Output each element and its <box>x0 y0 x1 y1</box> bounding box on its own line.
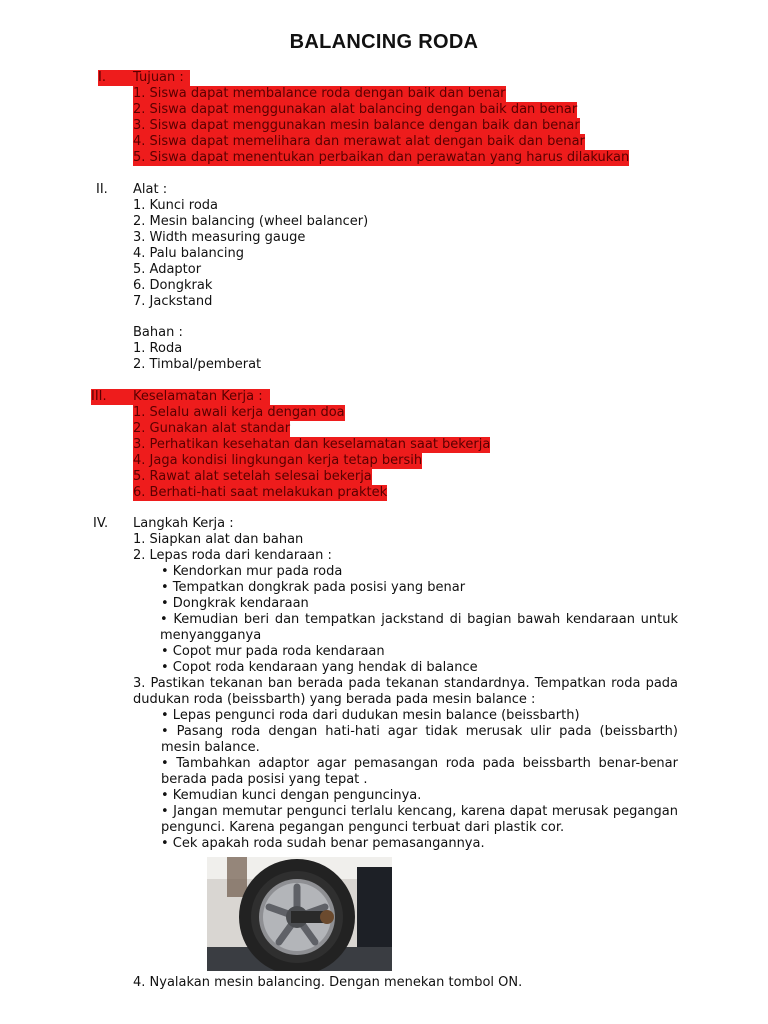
tujuan-item: 3. Siswa dapat menggunakan mesin balance dengan baik dan benar <box>133 118 580 133</box>
alat-item: 6. Dongkrak <box>133 278 213 293</box>
langkah-step: 1. Siapkan alat dan bahan <box>133 532 304 547</box>
langkah-bullet: • Kemudian beri dan tempatkan jackstand di bagian bawah kendaraan untuk menyangganya <box>160 612 678 643</box>
langkah-bullet: • Cek apakah roda sudah benar pemasangannya. <box>161 836 485 851</box>
langkah-bullet: • Lepas pengunci roda dari dudukan mesin balance (beissbarth) <box>161 708 580 723</box>
section-numeral-tujuan: I. <box>98 70 133 86</box>
keselamatan-item: 5. Rawat alat setelah selesai bekerja <box>133 469 372 484</box>
langkah-bullet: • Kendorkan mur pada roda <box>161 564 343 579</box>
bahan-item: 1. Roda <box>133 341 183 356</box>
section-heading-tujuan: Tujuan : <box>133 70 190 86</box>
section-numeral-keselamatan: III. <box>91 389 133 405</box>
keselamatan-item: 2. Gunakan alat standar <box>133 421 291 436</box>
keselamatan-item: 3. Perhatikan kesehatan dan keselamatan saat bekerja <box>133 437 491 452</box>
wheel-balancer-photo <box>207 857 392 971</box>
section-heading-alat: Alat : <box>133 182 168 197</box>
section-numeral-langkah: IV. <box>93 516 109 531</box>
keselamatan-item: 6. Berhati-hati saat melakukan praktek <box>133 485 388 500</box>
langkah-step: 2. Lepas roda dari kendaraan : <box>133 548 332 563</box>
bahan-item: 2. Timbal/pemberat <box>133 357 262 372</box>
tujuan-item: 1. Siswa dapat membalance roda dengan baik dan benar <box>133 86 506 101</box>
alat-item: 1. Kunci roda <box>133 198 219 213</box>
langkah-bullet: • Tempatkan dongkrak pada posisi yang benar <box>161 580 466 595</box>
section-numeral-alat: II. <box>96 182 108 197</box>
langkah-step: 4. Nyalakan mesin balancing. Dengan menekan tombol ON. <box>133 975 523 990</box>
alat-item: 4. Palu balancing <box>133 246 245 261</box>
alat-item: 3. Width measuring gauge <box>133 230 306 245</box>
langkah-bullet: • Copot mur pada roda kendaraan <box>161 644 385 659</box>
langkah-bullet: • Kemudian kunci dengan penguncinya. <box>161 788 422 803</box>
langkah-bullet: • Jangan memutar pengunci terlalu kencang, karena dapat merusak pegangan pengunci. Karena pegangan pengunci terbuat dari plastik cor. <box>161 804 678 835</box>
langkah-step: 3. Pastikan tekanan ban berada pada tekanan standardnya. Tempatkan roda pada dudukan roda (beissbarth) yang berada pada mesin balance : <box>133 676 678 707</box>
keselamatan-item: 4. Jaga kondisi lingkungan kerja tetap bersih <box>133 453 423 468</box>
langkah-bullet: • Copot roda kendaraan yang hendak di balance <box>161 660 478 675</box>
tujuan-item: 4. Siswa dapat memelihara dan merawat alat dengan baik dan benar <box>133 134 585 149</box>
alat-item: 2. Mesin balancing (wheel balancer) <box>133 214 369 229</box>
langkah-bullet: • Dongkrak kendaraan <box>161 596 309 611</box>
tujuan-item: 2. Siswa dapat menggunakan alat balancing dengan baik dan benar <box>133 102 578 117</box>
tujuan-item: 5. Siswa dapat menentukan perbaikan dan perawatan yang harus dilakukan <box>133 150 630 165</box>
document-title: BALANCING RODA <box>289 31 479 53</box>
alat-item: 7. Jackstand <box>133 294 213 309</box>
alat-item: 5. Adaptor <box>133 262 202 277</box>
section-heading-keselamatan: Keselamatan Kerja : <box>133 389 270 405</box>
bahan-heading: Bahan : <box>133 325 183 340</box>
wheel-balancer-illustration <box>207 857 392 971</box>
keselamatan-item: 1. Selalu awali kerja dengan doa <box>133 405 345 420</box>
langkah-bullet: • Tambahkan adaptor agar pemasangan roda pada beissbarth benar-benar berada pada posisi yang tepat . <box>161 756 678 787</box>
section-heading-langkah: Langkah Kerja : <box>133 516 234 531</box>
langkah-bullet: • Pasang roda dengan hati-hati agar tidak merusak ulir pada (beissbarth) mesin balance. <box>161 724 678 755</box>
